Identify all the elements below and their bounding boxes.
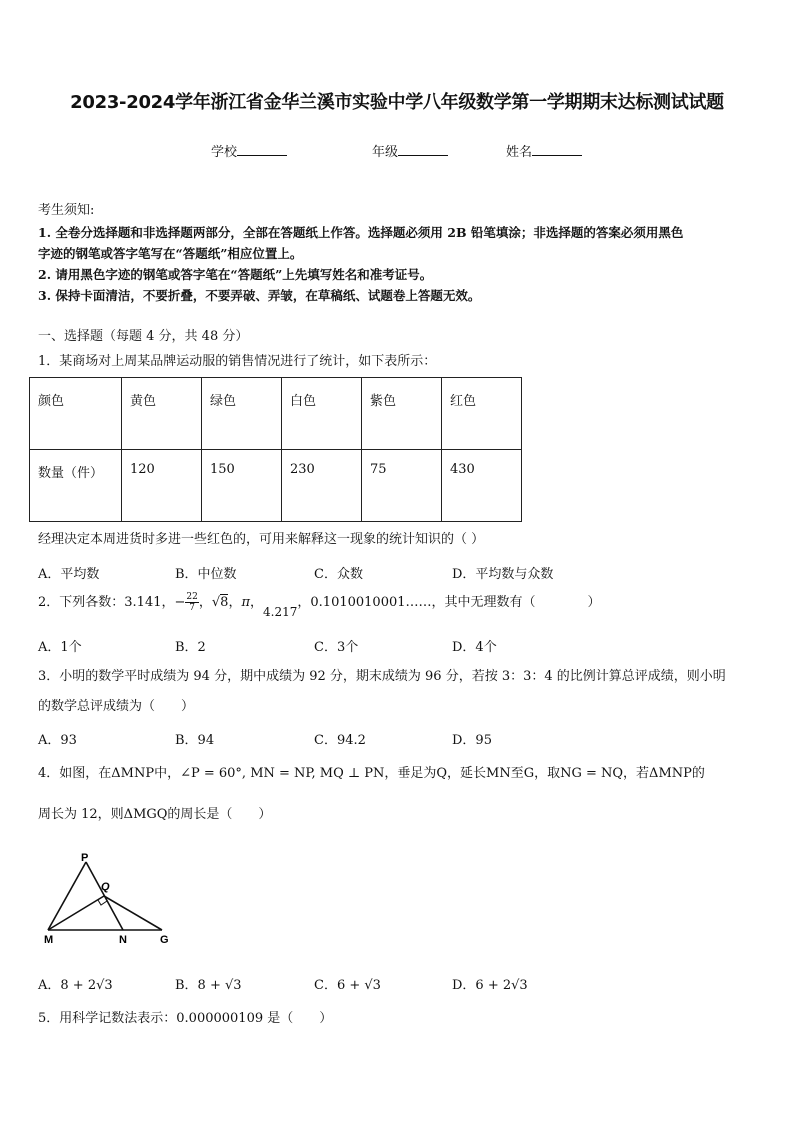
table-cell: 黄色	[122, 378, 202, 450]
q2-option-c: C．3个	[314, 640, 359, 655]
q4-option-a: A．8 + 2√3	[38, 978, 113, 993]
table-cell: 绿色	[202, 378, 282, 450]
fraction-numerator: 22	[186, 592, 198, 602]
notice-item-1: 1. 全卷分选择题和非选择题两部分，全部在答题纸上作答。选择题必须用 2B 铅笔填涂；非选择题的答案必须用黑色	[38, 225, 684, 240]
q1-option-d: D．平均数与众数	[452, 567, 554, 582]
q1-stem: 1．某商场对上周某品牌运动服的销售情况进行了统计，如下表所示：	[38, 354, 437, 369]
grade-label: 年级	[372, 145, 399, 160]
table-row	[30, 450, 522, 522]
q3-option-d: D．95	[452, 733, 492, 748]
section-heading: 一、选择题（每题 4 分，共 48 分）	[38, 329, 249, 344]
name-blank	[532, 143, 582, 156]
table-cell: 230	[282, 450, 362, 522]
label-q: Q	[101, 881, 110, 893]
table-cell: 150	[202, 450, 282, 522]
q2-stem: 2．下列各数：3.141，− $\frac{22}{7}$ ，√8，π，4.217，0.1010010001……，其中无理数有（ ）	[38, 592, 601, 619]
q1-option-a: A．平均数	[38, 567, 100, 582]
page-title: 2023-2024学年浙江省金华兰溪市实验中学八年级数学第一学期期末达标测试试题	[70, 92, 724, 113]
segment-qg	[104, 896, 162, 930]
label-g: G	[160, 934, 169, 946]
table-cell: 红色	[442, 378, 522, 450]
fraction-denominator: 7	[189, 603, 195, 613]
q2-repeating-decimal: 4.217	[263, 605, 298, 619]
label-m: M	[44, 934, 54, 946]
school-blank	[237, 143, 287, 156]
q1-follow: 经理决定本周进货时多进一些红色的，可用来解释这一现象的统计知识的（ ）	[38, 532, 485, 547]
table-cell: 颜色	[30, 378, 122, 450]
q4-option-b: B．8 + √3	[175, 978, 242, 993]
table-cell: 75	[362, 450, 442, 522]
school-field	[211, 141, 287, 160]
segment-mq	[48, 896, 104, 930]
triangle-figure	[40, 852, 180, 946]
q2-pi: π	[241, 595, 251, 610]
notice-item-1-cont: 字迹的钢笔或答字笔写在“答题纸”相应位置上。	[38, 246, 303, 261]
school-label: 学校	[211, 145, 238, 160]
q2-option-d: D．4个	[452, 640, 497, 655]
q4-line-1: 4．如图，在ΔMNP中，∠P = 60°, MN = NP, MQ ⊥ PN，垂足为Q，延长MN至G，取NG = NQ，若ΔMNP的	[38, 766, 705, 781]
grade-field	[372, 141, 448, 160]
q2-option-b: B．2	[175, 640, 206, 655]
q3-option-c: C．94.2	[314, 733, 366, 748]
label-n: N	[119, 934, 127, 946]
q2-minus: −	[174, 595, 186, 610]
table-row	[30, 378, 522, 450]
q3-option-a: A．93	[38, 733, 77, 748]
q3-line-2: 的数学总评成绩为（ ）	[38, 699, 195, 714]
q4-line-2: 周长为 12，则ΔMGQ的周长是（ ）	[38, 807, 272, 822]
sqrt-icon: √	[211, 595, 221, 610]
sales-table	[29, 377, 522, 522]
grade-blank	[398, 143, 448, 156]
q2-tail: 0.1010010001……，其中无理数有（ ）	[310, 595, 601, 610]
notice-item-2: 2. 请用黑色字迹的钢笔或答字笔在“答题纸”上先填写姓名和准考证号。	[38, 267, 433, 282]
notice-heading: 考生须知:	[38, 203, 95, 218]
q4-option-d: D．6 + 2√3	[452, 978, 528, 993]
name-label: 姓名	[506, 145, 533, 160]
right-angle-marker	[98, 900, 107, 905]
segment-pm	[48, 862, 86, 930]
q5-stem: 5．用科学记数法表示：0.000000109 是（ ）	[38, 1011, 333, 1026]
table-cell: 数量（件）	[30, 450, 122, 522]
notice-item-3: 3. 保持卡面清洁，不要折叠，不要弄破、弄皱，在草稿纸、试题卷上答题无效。	[38, 288, 481, 303]
q2-prefix: 2．下列各数：3.141，	[38, 595, 175, 610]
name-field	[506, 141, 582, 160]
q2-option-a: A．1个	[38, 640, 82, 655]
q1-option-c: C．众数	[314, 567, 363, 582]
table-cell: 白色	[282, 378, 362, 450]
q2-fraction	[185, 592, 198, 613]
q3-line-1: 3．小明的数学平时成绩为 94 分，期中成绩为 92 分，期末成绩为 96 分，若按 3：3：4 的比例计算总评成绩，则小明	[38, 669, 726, 684]
q4-option-c: C．6 + √3	[314, 978, 381, 993]
q1-option-b: B．中位数	[175, 567, 237, 582]
q2-sqrt: 8	[220, 595, 229, 610]
q3-option-b: B．94	[175, 733, 215, 748]
label-p: P	[81, 852, 89, 864]
table-cell: 430	[442, 450, 522, 522]
table-cell: 紫色	[362, 378, 442, 450]
table-cell: 120	[122, 450, 202, 522]
